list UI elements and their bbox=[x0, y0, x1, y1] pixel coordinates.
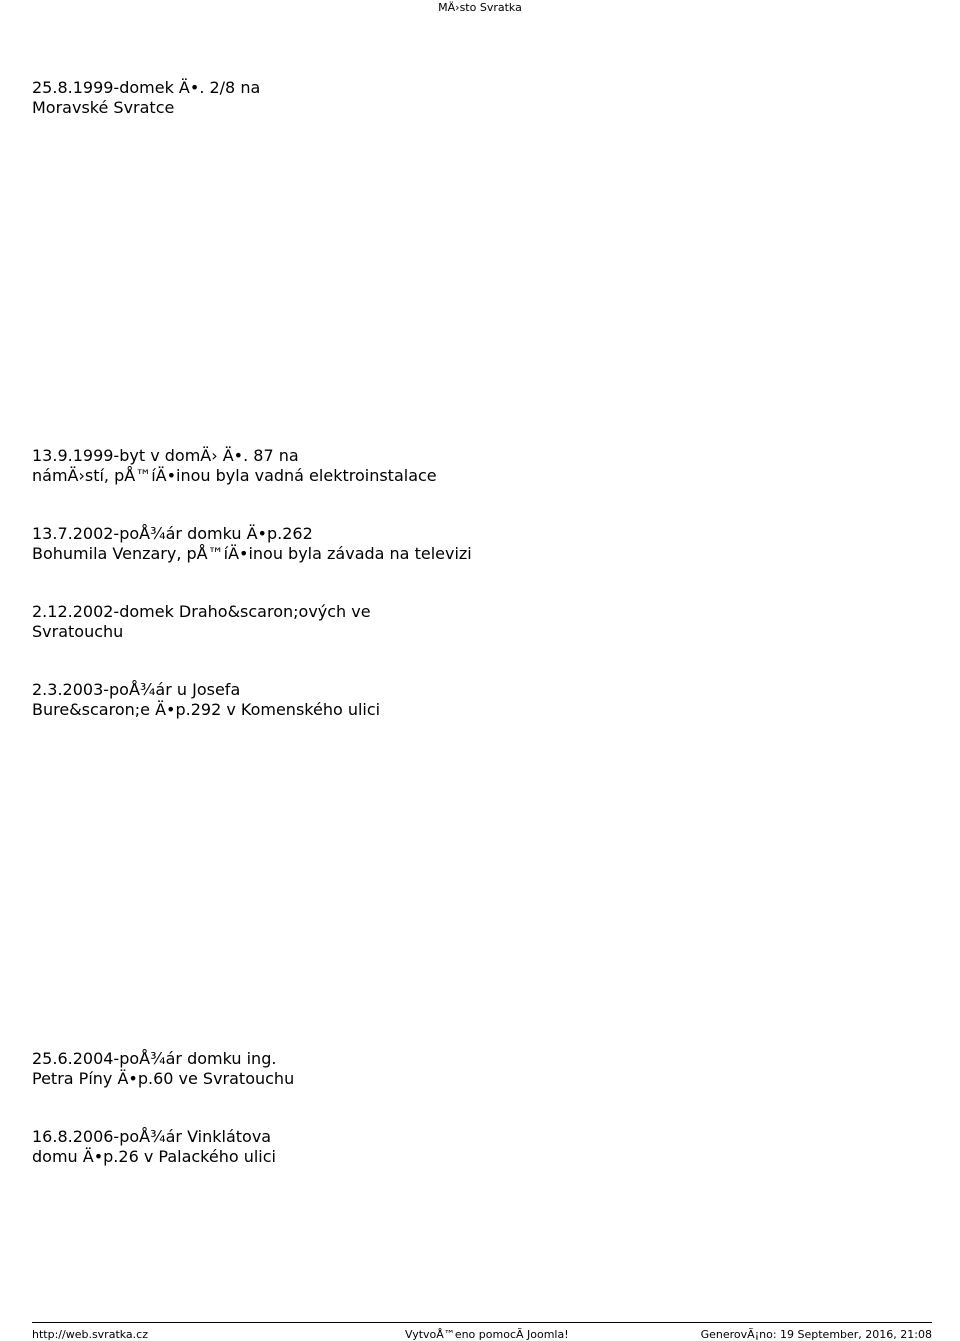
entry-line: 2.12.2002-domek Draho&scaron;ových ve bbox=[32, 602, 371, 621]
fire-record-entry bbox=[32, 78, 472, 118]
entry-line: Petra Píny Ä•p.60 ve Svratouchu bbox=[32, 1069, 295, 1088]
footer-generated-date: GenerovÃ¡no: 19 September, 2016, 21:08 bbox=[700, 1328, 932, 1341]
fire-record-entry bbox=[32, 1049, 472, 1089]
fire-record-entry bbox=[32, 602, 472, 642]
site-title: MÄ›sto Svratka bbox=[438, 1, 522, 14]
page-header bbox=[0, 0, 960, 15]
footer-url: http://web.svratka.cz bbox=[32, 1328, 148, 1341]
fire-record-entry bbox=[32, 1127, 472, 1167]
entry-line: 25.6.2004-poÅ¾ár domku ing. bbox=[32, 1049, 277, 1068]
entry-line: Svratouchu bbox=[32, 622, 124, 641]
entry-line: 2.3.2003-poÅ¾ár u Josefa bbox=[32, 680, 241, 699]
fire-record-entry bbox=[32, 524, 472, 564]
entry-line: domu Ä•p.26 v Palackého ulici bbox=[32, 1147, 276, 1166]
entry-line: Moravské Svratce bbox=[32, 98, 175, 117]
fire-record-entry bbox=[32, 680, 472, 720]
fire-record-entry bbox=[32, 446, 472, 486]
entry-line: 13.7.2002-poÅ¾ár domku Ä•p.262 bbox=[32, 524, 313, 543]
entry-line: 13.9.1999-byt v domÄ› Ä•. 87 na bbox=[32, 446, 299, 465]
entry-line: Bure&scaron;e Ä•p.292 v Komenského ulici bbox=[32, 700, 381, 719]
entry-line: námÄ›stí, pÅ™íÄ•inou byla vadná elektroinstalace bbox=[32, 466, 437, 485]
entry-line: 16.8.2006-poÅ¾ár Vinklátova bbox=[32, 1127, 272, 1146]
footer-credit: VytvoÅ™eno pomocÃ Joomla! bbox=[405, 1328, 569, 1341]
entry-line: 25.8.1999-domek Ä•. 2/8 na bbox=[32, 78, 261, 97]
entry-line: Bohumila Venzary, pÅ™íÄ•inou byla závada na televizi bbox=[32, 544, 472, 563]
page-footer bbox=[32, 1322, 932, 1341]
